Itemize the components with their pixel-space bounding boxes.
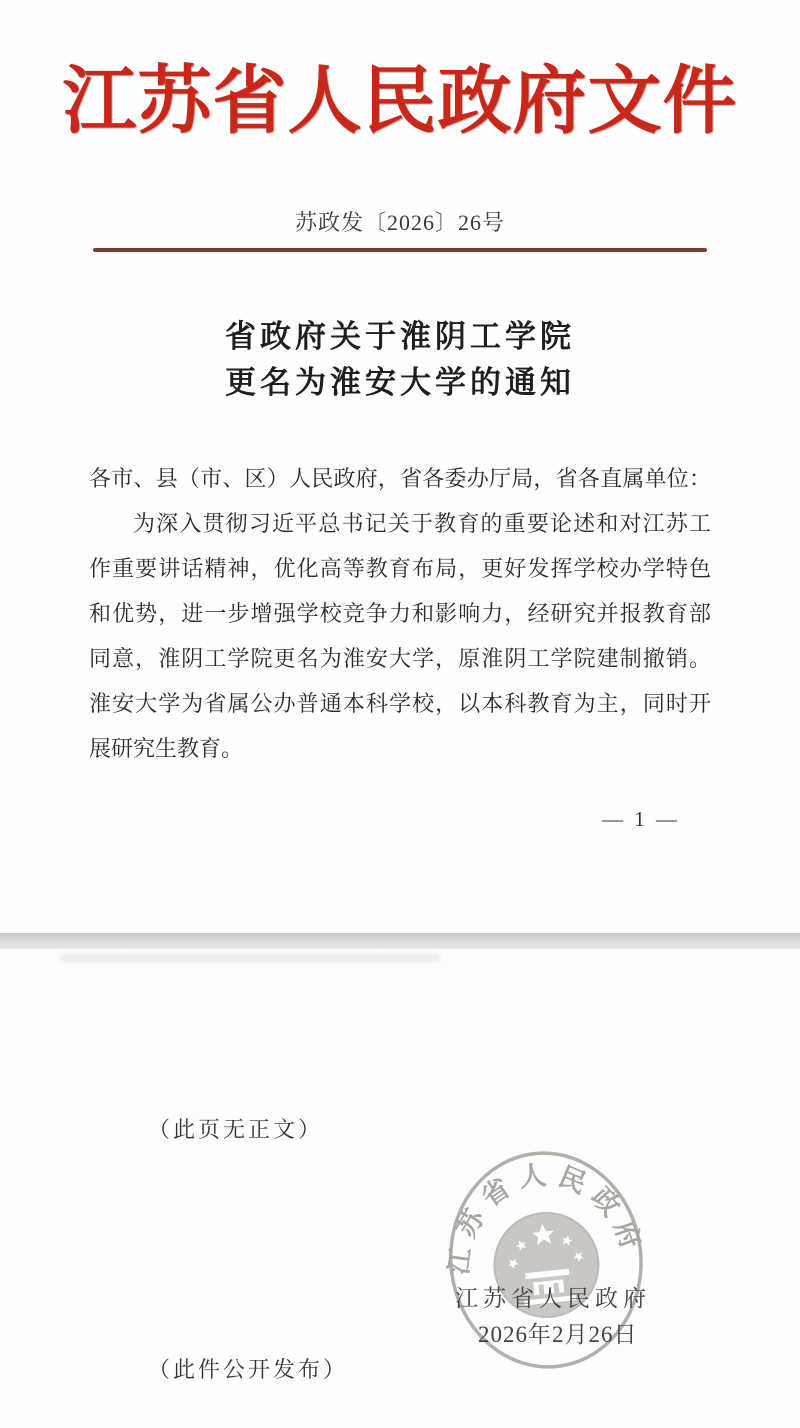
body-line: 淮安大学为省属公办普通本科学校，以本科教育为主，同时开 bbox=[89, 691, 711, 716]
page-2 bbox=[0, 949, 800, 1428]
body-line: 和优势，进一步增强学校竞争力和影响力，经研究并报教育部 bbox=[89, 601, 711, 626]
body-line: 为深入贯彻习近平总书记关于教育的重要论述和对江苏工 bbox=[133, 511, 711, 536]
document-title bbox=[0, 314, 800, 406]
issuing-authority-signature: 江苏省人民政府 bbox=[455, 1286, 651, 1311]
document-date: 2026年2月26日 bbox=[478, 1322, 638, 1347]
body-line: 展研究生教育。 bbox=[89, 736, 244, 761]
body-line: 作重要讲话精神，优化高等教育布局，更好发挥学校办学特色 bbox=[89, 556, 711, 581]
scan-artifact bbox=[60, 953, 440, 962]
body-line: 同意，淮阴工学院更名为淮安大学，原淮阴工学院建制撤销。 bbox=[89, 646, 711, 671]
red-divider-line bbox=[93, 248, 707, 252]
document-title-line-1: 省政府关于淮阴工学院 bbox=[225, 319, 575, 354]
public-release-note: （此件公开发布） bbox=[148, 1357, 349, 1382]
org-header-title: 江苏省人民政府文件 bbox=[62, 61, 738, 143]
no-body-text-note: （此页无正文） bbox=[148, 1117, 324, 1142]
document-title-line-2: 更名为淮安大学的通知 bbox=[225, 365, 575, 400]
body-line-salutation: 各市、县（市、区）人民政府，省各委办厅局，省各直属单位： bbox=[89, 466, 711, 491]
page-number: — 1 — bbox=[602, 807, 680, 831]
seal-arc-text: 江苏省人民政府 bbox=[442, 1159, 650, 1277]
body-paragraphs bbox=[89, 456, 711, 771]
page-separator bbox=[0, 933, 800, 949]
document-number: 苏政发〔2026〕26号 bbox=[294, 210, 505, 235]
